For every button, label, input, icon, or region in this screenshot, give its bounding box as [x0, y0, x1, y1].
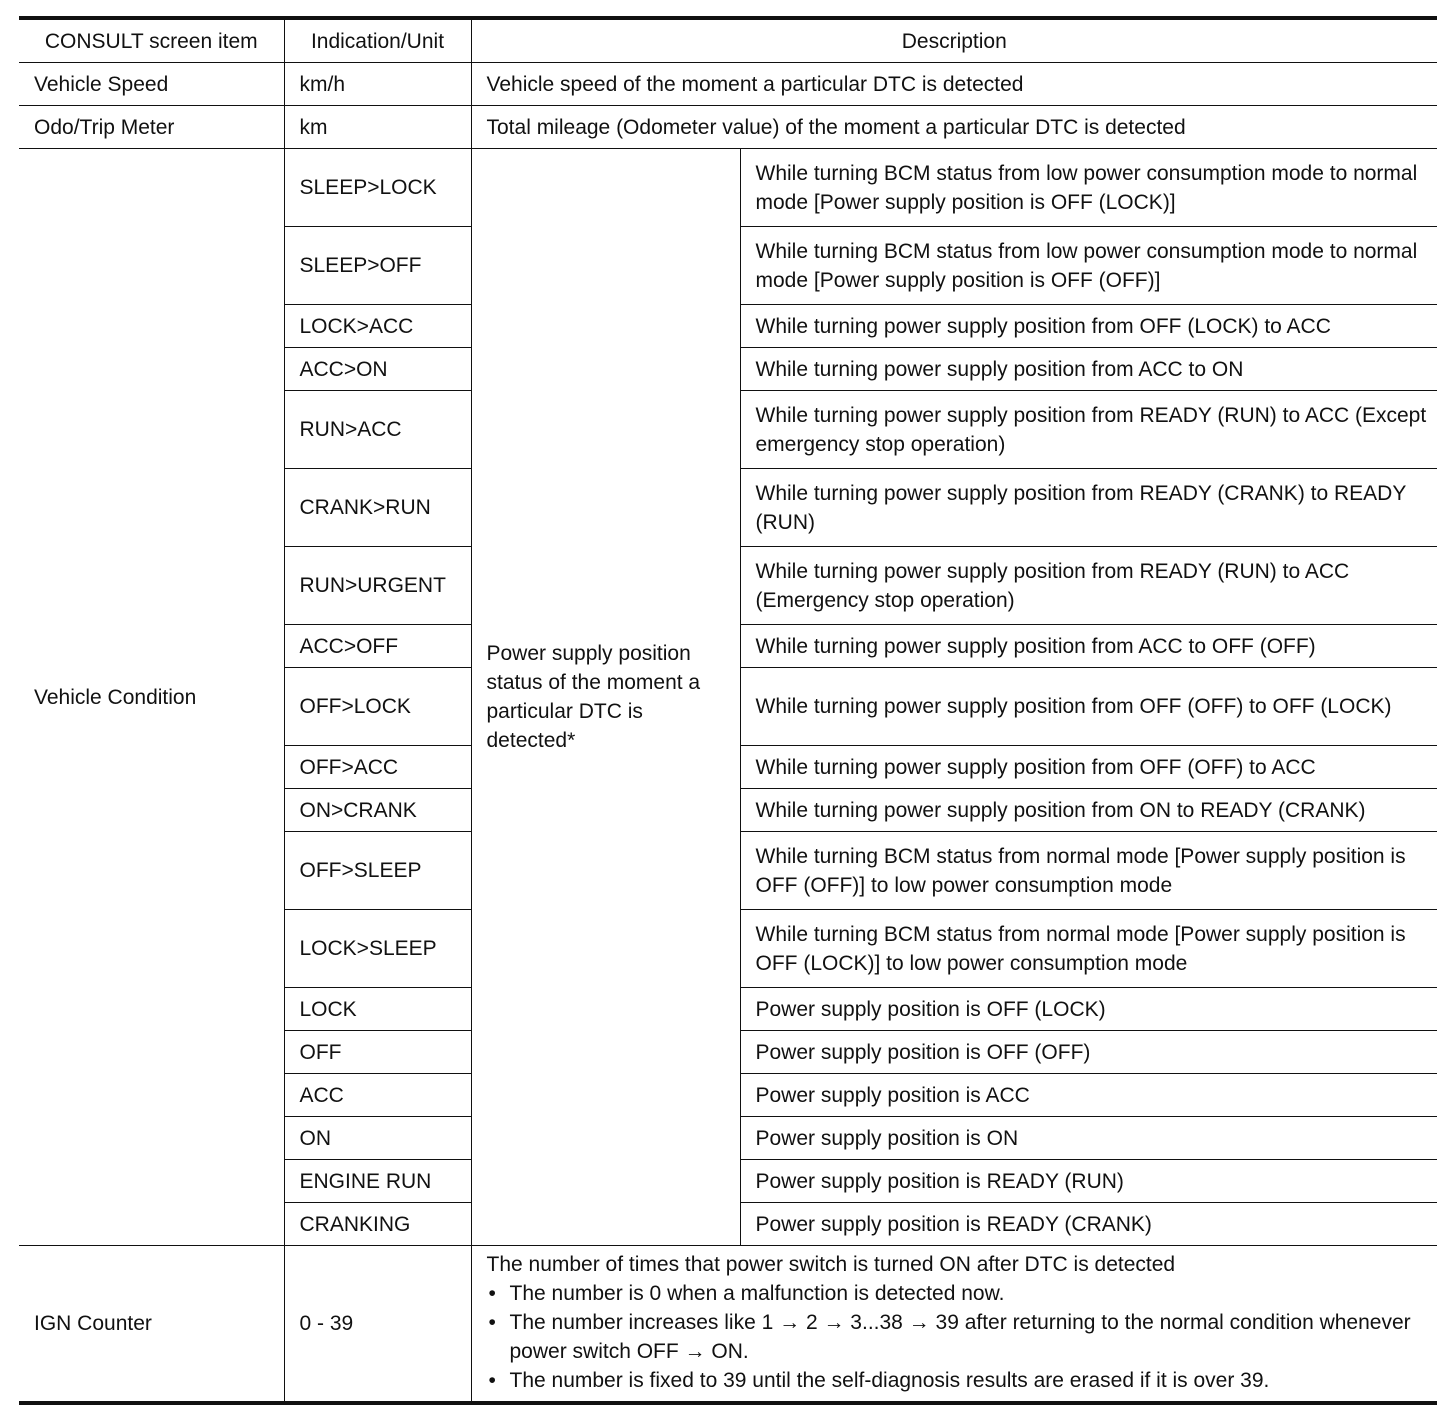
bullet-item: • The number increases like 1 → 2 → 3...38 → 39 after returning to the normal condition whenever power switch OFF → ON. [487, 1308, 1438, 1366]
item-cell-vehicle-condition: Vehicle Condition [19, 149, 284, 1246]
unit-cell: OFF>LOCK [284, 668, 471, 746]
description-cell: While turning BCM status from normal mode [Power supply position is OFF (LOCK)] to low power consumption mode [740, 910, 1437, 988]
description-cell: Power supply position is READY (CRANK) [740, 1203, 1437, 1246]
description-cell: While turning power supply position from OFF (OFF) to ACC [740, 746, 1437, 789]
unit-cell: ON [284, 1117, 471, 1160]
unit-cell: RUN>URGENT [284, 547, 471, 625]
unit-cell: ACC>OFF [284, 625, 471, 668]
description-cell: Total mileage (Odometer value) of the moment a particular DTC is detected [471, 106, 1437, 149]
item-cell: Odo/Trip Meter [19, 106, 284, 149]
bullet-item: • The number is fixed to 39 until the self-diagnosis results are erased if it is over 39. [487, 1366, 1438, 1395]
unit-cell: RUN>ACC [284, 391, 471, 469]
unit-cell: ACC>ON [284, 348, 471, 391]
description-cell: While turning power supply position from READY (CRANK) to READY (RUN) [740, 469, 1437, 547]
table-row [19, 149, 1437, 227]
header-description: Description [471, 18, 1437, 63]
item-cell: IGN Counter [19, 1246, 284, 1404]
description-cell: Power supply position is OFF (LOCK) [740, 988, 1437, 1031]
ign-description-cell [471, 1246, 1437, 1404]
table-row [19, 106, 1437, 149]
unit-cell: LOCK [284, 988, 471, 1031]
description-cell: While turning power supply position from READY (RUN) to ACC (Emergency stop operation) [740, 547, 1437, 625]
unit-cell: ON>CRANK [284, 789, 471, 832]
ign-description-intro: The number of times that power switch is turned ON after DTC is detected [486, 1253, 1176, 1276]
unit-cell: CRANK>RUN [284, 469, 471, 547]
unit-cell: OFF [284, 1031, 471, 1074]
description-cell: Power supply position is OFF (OFF) [740, 1031, 1437, 1074]
unit-cell: OFF>SLEEP [284, 832, 471, 910]
unit-cell: LOCK>ACC [284, 305, 471, 348]
unit-cell: CRANKING [284, 1203, 471, 1246]
description-cell: While turning BCM status from low power consumption mode to normal mode [Power supply position is OFF (LOCK)] [740, 149, 1437, 227]
unit-cell: 0 - 39 [284, 1246, 471, 1404]
unit-cell: km [284, 106, 471, 149]
bullet-item: • The number is 0 when a malfunction is detected now. [487, 1279, 1438, 1308]
description-cell: Vehicle speed of the moment a particular DTC is detected [471, 63, 1437, 106]
description-cell: While turning power supply position from ON to READY (CRANK) [740, 789, 1437, 832]
unit-cell: ENGINE RUN [284, 1160, 471, 1203]
description-cell: Power supply position is ACC [740, 1074, 1437, 1117]
unit-cell: ACC [284, 1074, 471, 1117]
header-consult-screen-item: CONSULT screen item [19, 18, 284, 63]
header-indication-unit: Indication/Unit [284, 18, 471, 63]
consult-data-table [19, 16, 1437, 1405]
description-cell: While turning BCM status from low power consumption mode to normal mode [Power supply position is OFF (OFF)] [740, 227, 1437, 305]
unit-cell: OFF>ACC [284, 746, 471, 789]
description-cell: Power supply position is READY (RUN) [740, 1160, 1437, 1203]
group-description-cell: Power supply position status of the moment a particular DTC is detected* [471, 149, 740, 1246]
description-cell: While turning power supply position from ACC to OFF (OFF) [740, 625, 1437, 668]
description-cell: While turning BCM status from normal mode [Power supply position is OFF (OFF)] to low power consumption mode [740, 832, 1437, 910]
description-cell: Power supply position is ON [740, 1117, 1437, 1160]
table-header-row [19, 18, 1437, 63]
description-cell: While turning power supply position from OFF (OFF) to OFF (LOCK) [740, 668, 1437, 746]
ign-bullet-list [487, 1279, 1438, 1395]
unit-cell: SLEEP>LOCK [284, 149, 471, 227]
item-cell: Vehicle Speed [19, 63, 284, 106]
description-cell: While turning power supply position from ACC to ON [740, 348, 1437, 391]
unit-cell: km/h [284, 63, 471, 106]
unit-cell: SLEEP>OFF [284, 227, 471, 305]
table-row [19, 63, 1437, 106]
unit-cell: LOCK>SLEEP [284, 910, 471, 988]
description-cell: While turning power supply position from OFF (LOCK) to ACC [740, 305, 1437, 348]
table-row-ign-counter [19, 1246, 1437, 1404]
description-cell: While turning power supply position from READY (RUN) to ACC (Except emergency stop operation) [740, 391, 1437, 469]
